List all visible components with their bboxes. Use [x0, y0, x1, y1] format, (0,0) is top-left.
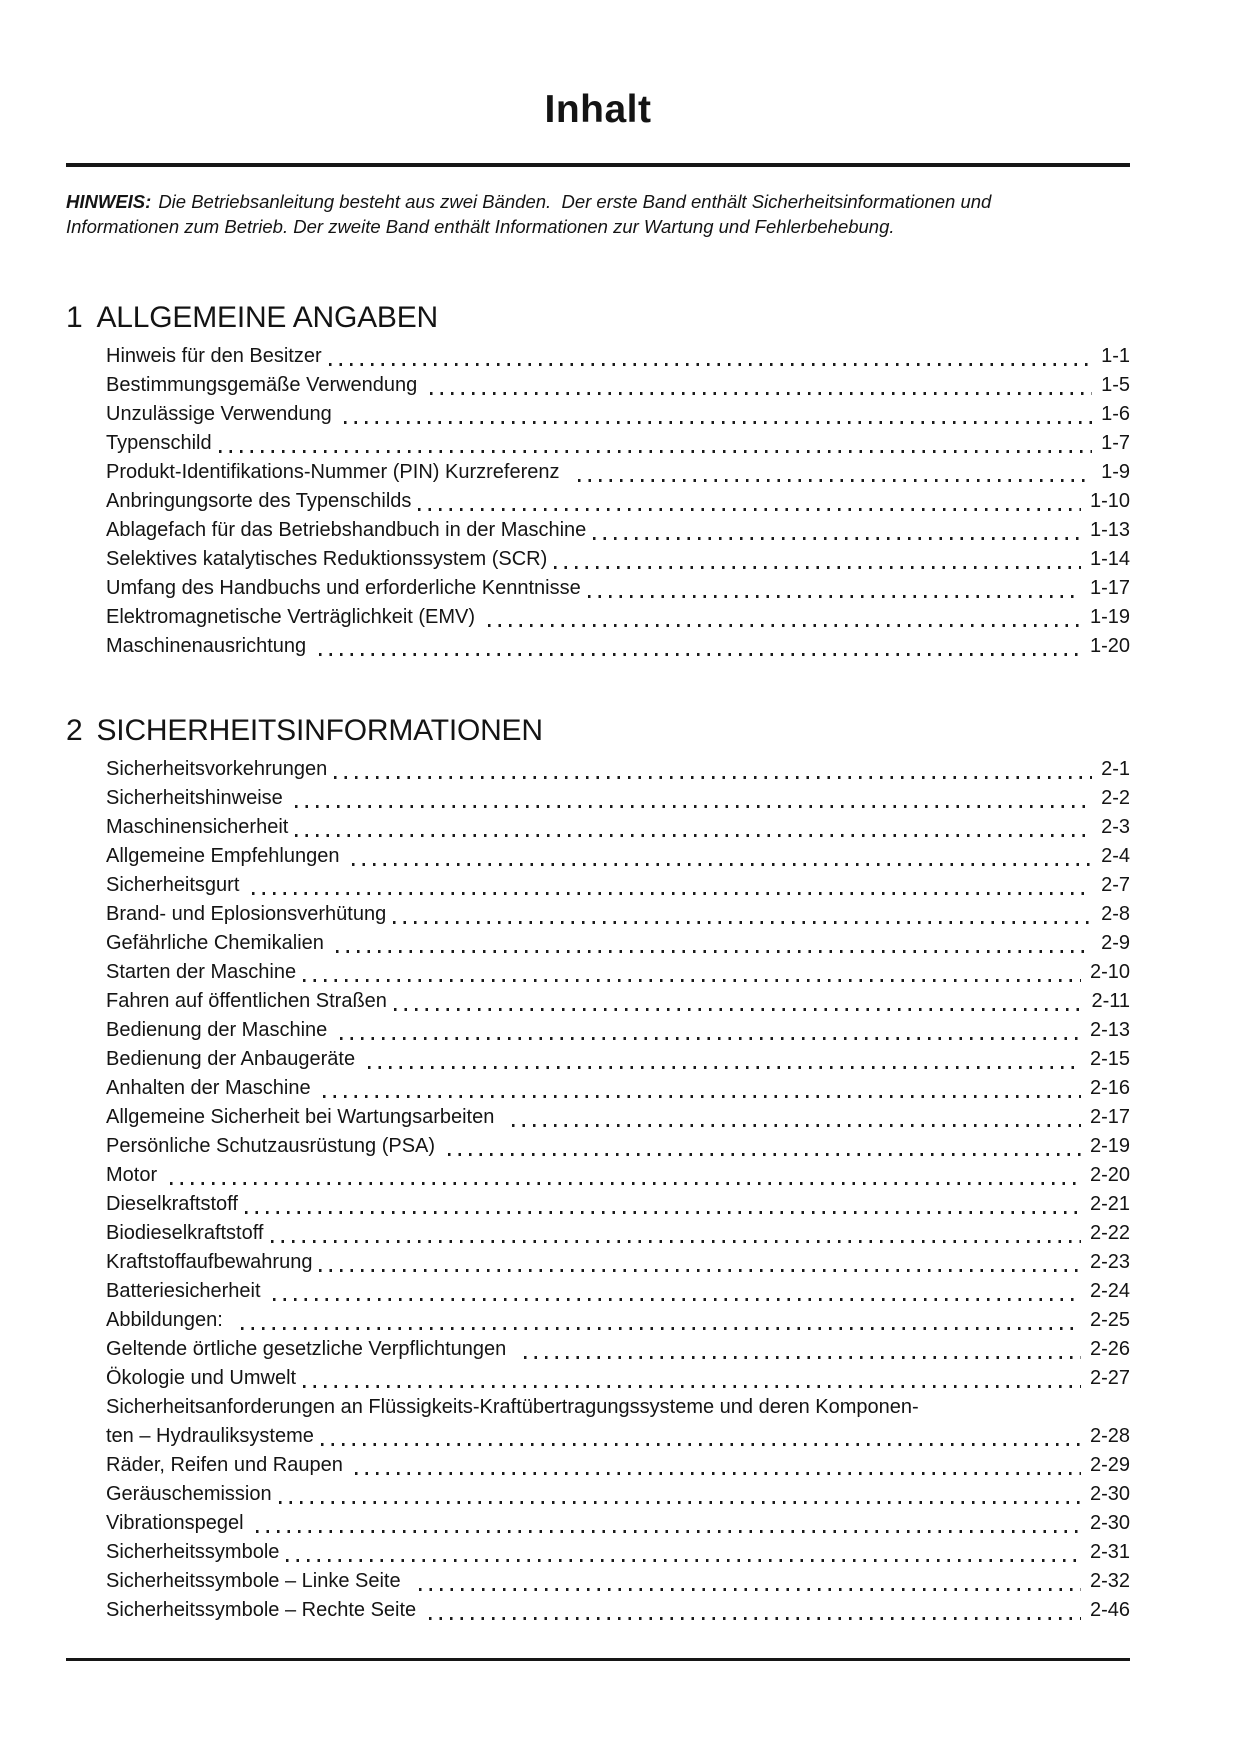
toc-entry-label: Geräuschemission [106, 1483, 272, 1505]
toc-entry-label: Hinweis für den Besitzer [106, 345, 322, 367]
leader-dots [252, 892, 1092, 895]
toc-entry [106, 1451, 1130, 1480]
toc-entry-label: Räder, Reifen und Raupen [106, 1454, 349, 1476]
toc-entry-label: Umfang des Handbuchs und erforderliche Kenntnisse [106, 577, 581, 599]
section-title: ALLGEMEINE ANGABEN [96, 301, 439, 334]
leader-dots [368, 1066, 1081, 1069]
toc-entry-page: 2-17 [1089, 1106, 1130, 1128]
toc-entry [106, 1509, 1130, 1538]
leader-dots [394, 1008, 1083, 1011]
toc-entry-label: Sicherheitssymbole [106, 1541, 280, 1563]
toc-entry-page: 2-28 [1089, 1425, 1130, 1447]
toc-entry-label: Maschinenausrichtung [106, 635, 312, 657]
section-number: 1 [66, 301, 83, 334]
leader-dots [554, 566, 1081, 569]
toc-entry [106, 1538, 1130, 1567]
toc-entry-page: 2-13 [1089, 1019, 1130, 1041]
toc-entry-label: Fahren auf öffentlichen Straßen [106, 990, 387, 1012]
toc-section [66, 301, 1130, 661]
toc-entry [106, 603, 1130, 632]
leader-dots [578, 479, 1093, 482]
toc-entry [106, 516, 1130, 545]
toc-sections [66, 301, 1130, 1625]
note-label: HINWEIS: [66, 191, 152, 212]
toc-entry-label: Typenschild [106, 432, 212, 454]
toc-entry [106, 400, 1130, 429]
leader-dots [524, 1356, 1081, 1359]
toc-entry-page: 2-11 [1091, 990, 1130, 1012]
toc-entry [106, 784, 1130, 813]
leader-dots [340, 1037, 1081, 1040]
toc-entry [106, 842, 1130, 871]
toc-entry [106, 458, 1130, 487]
leader-dots [323, 1095, 1081, 1098]
toc-entry [106, 929, 1130, 958]
leader-dots [393, 921, 1092, 924]
toc-entry [106, 755, 1130, 784]
toc-entry-label: Sicherheitsanforderungen an Flüssigkeits-Kraftübertragungssysteme und deren Komponen- [106, 1396, 919, 1418]
toc-entry-label: Biodieselkraftstoff [106, 1222, 264, 1244]
toc-entry-page: 1-9 [1101, 461, 1130, 483]
leader-dots [271, 1240, 1081, 1243]
leader-dots [241, 1327, 1081, 1330]
leader-dots [170, 1182, 1081, 1185]
toc-entry-label: Allgemeine Sicherheit bei Wartungsarbeiten [106, 1106, 506, 1128]
leader-dots [319, 1269, 1081, 1272]
toc-entry-page: 2-1 [1101, 758, 1130, 780]
toc-entry-label: Gefährliche Chemikalien [106, 932, 330, 954]
toc-entry-page: 2-9 [1101, 932, 1130, 954]
toc-entry [106, 487, 1130, 516]
toc-entry [106, 1219, 1130, 1248]
toc-entry [106, 1103, 1130, 1132]
toc-entry-page: 1-6 [1101, 403, 1130, 425]
toc-entry-label: Kraftstoffaufbewahrung [106, 1251, 313, 1273]
note-line1: Die Betriebsanleitung besteht aus zwei Bänden. Der erste Band enthält Sicherheitsinformationen und [158, 191, 992, 212]
toc-entry-page: 2-10 [1089, 961, 1130, 983]
toc-entry-page: 2-27 [1089, 1367, 1130, 1389]
toc-entry-page: 2-16 [1089, 1077, 1130, 1099]
leader-dots [355, 1472, 1081, 1475]
leader-dots [418, 508, 1081, 511]
toc-entry-label: Unzulässige Verwendung [106, 403, 338, 425]
toc-entry-label: Starten der Maschine [106, 961, 297, 983]
section-heading [66, 301, 1130, 335]
section-entries [106, 755, 1130, 1625]
leader-dots [419, 1588, 1081, 1591]
toc-entry-label: Bedienung der Anbaugeräte [106, 1048, 361, 1070]
section-title: SICHERHEITSINFORMATIONEN [96, 714, 543, 747]
toc-entry [106, 958, 1130, 987]
leader-dots [245, 1211, 1081, 1214]
toc-entry-page: 1-13 [1089, 519, 1130, 541]
toc-entry-page: 2-30 [1089, 1483, 1130, 1505]
leader-dots [321, 1443, 1081, 1446]
leader-dots [319, 653, 1081, 656]
toc-entry-page: 2-31 [1089, 1541, 1130, 1563]
toc-entry [106, 1190, 1130, 1219]
toc-entry-page: 2-21 [1089, 1193, 1130, 1215]
toc-entry-page: 2-7 [1101, 874, 1130, 896]
leader-dots [303, 979, 1081, 982]
toc-entry-page: 2-19 [1089, 1135, 1130, 1157]
note-paragraph [66, 189, 1130, 239]
toc-entry-page: 2-22 [1089, 1222, 1130, 1244]
leader-dots [273, 1298, 1081, 1301]
toc-entry-label: Anbringungsorte des Typenschilds [106, 490, 412, 512]
leader-dots [219, 450, 1092, 453]
toc-entry-page: 2-3 [1101, 816, 1130, 838]
toc-entry [106, 1480, 1130, 1509]
toc-entry-label: Selektives katalytisches Reduktionssystem (SCR) [106, 548, 548, 570]
toc-entry [106, 1393, 1130, 1422]
toc-entry [106, 371, 1130, 400]
leader-dots [430, 392, 1092, 395]
toc-entry [106, 1277, 1130, 1306]
toc-entry [106, 900, 1130, 929]
leader-dots [488, 624, 1081, 627]
toc-entry-page: 2-2 [1101, 787, 1130, 809]
toc-entry-page: 1-5 [1101, 374, 1130, 396]
toc-entry-label: Sicherheitssymbole – Rechte Seite [106, 1599, 422, 1621]
toc-entry [106, 1161, 1130, 1190]
toc-entry-label: ten – Hydrauliksysteme [106, 1425, 314, 1447]
toc-entry-label: Ablagefach für das Betriebshandbuch in der Maschine [106, 519, 587, 541]
footer-rule [66, 1658, 1130, 1661]
leader-dots [448, 1153, 1081, 1156]
toc-entry-page: 2-4 [1101, 845, 1130, 867]
toc-entry-page: 2-32 [1089, 1570, 1130, 1592]
toc-entry-page: 1-10 [1089, 490, 1130, 512]
note-line2: Informationen zum Betrieb. Der zweite Band enthält Informationen zur Wartung und Fehlerbehebung. [66, 216, 895, 237]
toc-entry-page: 2-29 [1089, 1454, 1130, 1476]
toc-entry-label: Maschinensicherheit [106, 816, 289, 838]
leader-dots [429, 1617, 1081, 1620]
toc-entry-label: Bestimmungsgemäße Verwendung [106, 374, 423, 396]
toc-entry [106, 1045, 1130, 1074]
toc-entry [106, 1364, 1130, 1393]
leader-dots [295, 834, 1092, 837]
toc-entry [106, 1422, 1130, 1451]
toc-entry [106, 342, 1130, 371]
toc-entry-label: Geltende örtliche gesetzliche Verpflichtungen [106, 1338, 518, 1360]
toc-entry [106, 1596, 1130, 1625]
toc-entry [106, 1248, 1130, 1277]
toc-entry-label: Motor [106, 1164, 163, 1186]
toc-entry-label: Dieselkraftstoff [106, 1193, 238, 1215]
toc-entry-label: Ökologie und Umwelt [106, 1367, 297, 1389]
toc-entry-label: Produkt-Identifikations-Nummer (PIN) Kurzreferenz [106, 461, 571, 483]
toc-entry [106, 1074, 1130, 1103]
toc-entry-page: 2-46 [1089, 1599, 1130, 1621]
leader-dots [334, 776, 1092, 779]
leader-dots [588, 595, 1081, 598]
toc-entry-page: 2-15 [1089, 1048, 1130, 1070]
title-rule [66, 163, 1130, 167]
toc-entry-page: 2-24 [1089, 1280, 1130, 1302]
toc-entry [106, 429, 1130, 458]
toc-entry-page: 1-17 [1089, 577, 1130, 599]
toc-entry [106, 987, 1130, 1016]
toc-entry-label: Persönliche Schutzausrüstung (PSA) [106, 1135, 441, 1157]
leader-dots [352, 863, 1092, 866]
section-entries [106, 342, 1130, 661]
leader-dots [329, 363, 1092, 366]
toc-entry [106, 632, 1130, 661]
toc-entry-label: Allgemeine Empfehlungen [106, 845, 346, 867]
toc-entry-label: Bedienung der Maschine [106, 1019, 333, 1041]
toc-entry-page: 1-20 [1089, 635, 1130, 657]
toc-entry [106, 574, 1130, 603]
toc-entry-label: Vibrationspegel [106, 1512, 250, 1534]
page-title: Inhalt [544, 88, 652, 131]
toc-section [66, 714, 1130, 1625]
toc-entry-page: 1-14 [1089, 548, 1130, 570]
toc-entry [106, 871, 1130, 900]
toc-entry [106, 1335, 1130, 1364]
toc-entry-page: 1-19 [1089, 606, 1130, 628]
leader-dots [303, 1385, 1081, 1388]
toc-entry-label: Sicherheitshinweise [106, 787, 289, 809]
section-number: 2 [66, 714, 83, 747]
toc-entry-label: Abbildungen: [106, 1309, 234, 1331]
toc-entry [106, 1132, 1130, 1161]
toc-entry-label: Sicherheitsgurt [106, 874, 245, 896]
leader-dots [295, 805, 1092, 808]
toc-entry-page: 2-23 [1089, 1251, 1130, 1273]
toc-entry-page: 1-1 [1101, 345, 1130, 367]
leader-dots [286, 1559, 1081, 1562]
section-heading [66, 714, 1130, 748]
toc-entry-page: 2-25 [1089, 1309, 1130, 1331]
toc-entry-page: 2-8 [1101, 903, 1130, 925]
toc-entry-page: 2-26 [1089, 1338, 1130, 1360]
toc-entry [106, 813, 1130, 842]
leader-dots [279, 1501, 1081, 1504]
toc-entry-label: Batteriesicherheit [106, 1280, 267, 1302]
toc-entry [106, 1306, 1130, 1335]
toc-entry-label: Brand- und Eplosionsverhütung [106, 903, 387, 925]
leader-dots [344, 421, 1092, 424]
toc-entry [106, 1567, 1130, 1596]
leader-dots [512, 1124, 1080, 1127]
toc-entry-label: Sicherheitssymbole – Linke Seite [106, 1570, 412, 1592]
toc-entry-page: 2-20 [1089, 1164, 1130, 1186]
toc-entry-page: 2-30 [1089, 1512, 1130, 1534]
leader-dots [593, 537, 1081, 540]
leader-dots [256, 1530, 1081, 1533]
toc-entry-label: Sicherheitsvorkehrungen [106, 758, 328, 780]
toc-entry [106, 545, 1130, 574]
toc-entry-label: Elektromagnetische Verträglichkeit (EMV) [106, 606, 481, 628]
toc-entry-page: 1-7 [1101, 432, 1130, 454]
toc-entry [106, 1016, 1130, 1045]
toc-entry-label: Anhalten der Maschine [106, 1077, 317, 1099]
leader-dots [336, 950, 1092, 953]
